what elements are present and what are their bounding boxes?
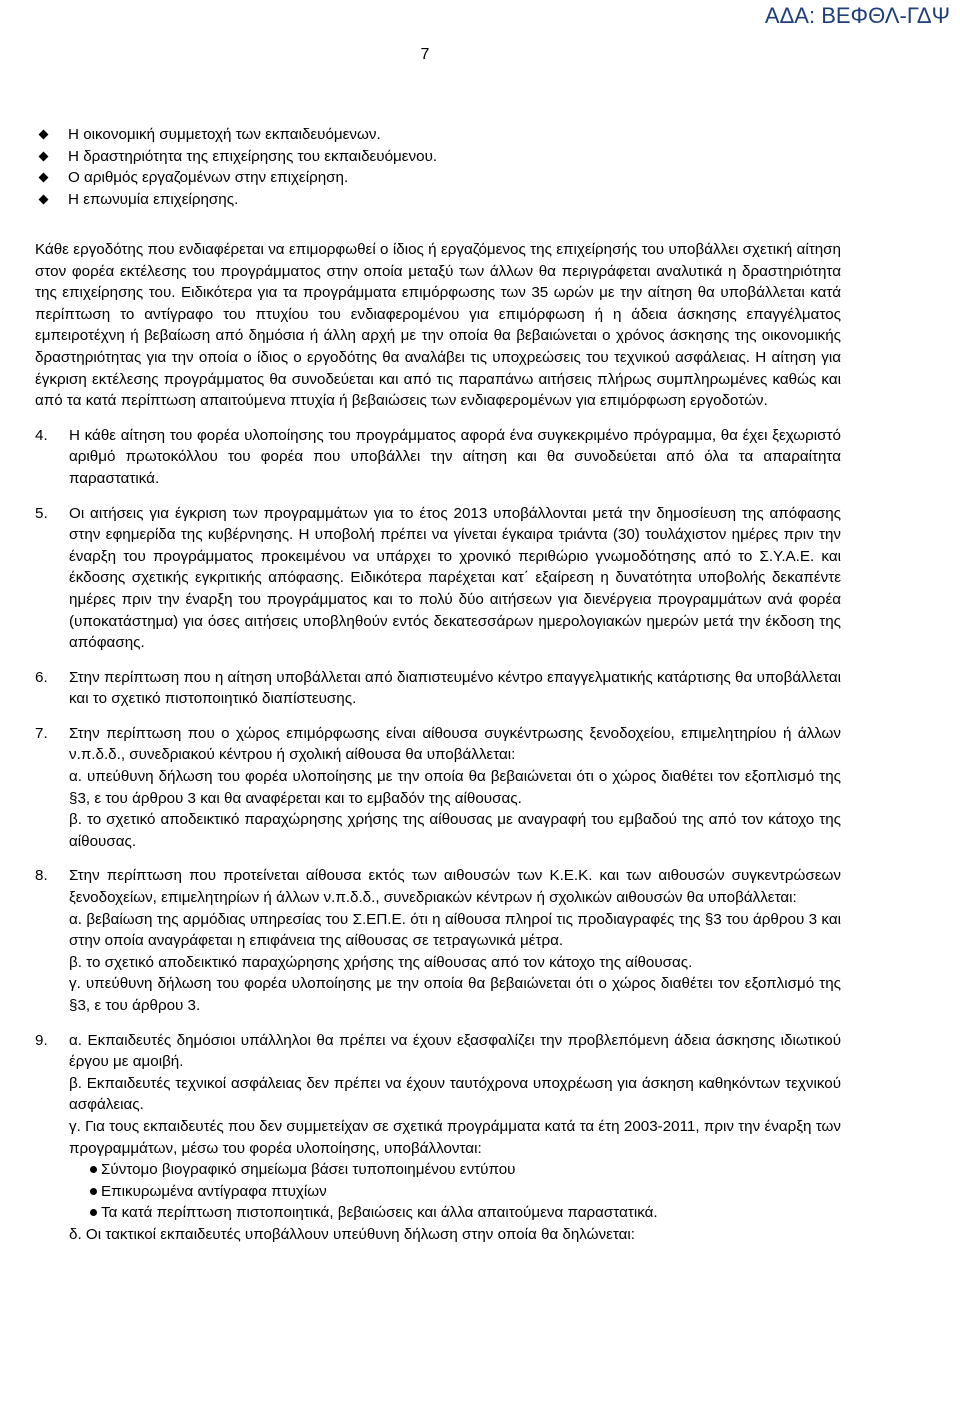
sub-item-a: α. βεβαίωση της αρμόδιας υπηρεσίας του Σ.ΕΠ.Ε. ότι η αίθουσα πληροί τις προδιαγραφές της §3 του άρθρου 3 και στην οποία αναγράφεται η επιφάνεια της αίθουσας σε τετραγωνικά μέτρα.	[69, 910, 841, 950]
item-6	[35, 667, 841, 710]
item-number: 5.	[35, 504, 48, 522]
sub-item-c: γ. υπεύθυνη δήλωση του φορέα υλοποίησης με την οποία θα βεβαιώνεται ότι ο χώρος διαθέτει τον εξοπλισμό της §3, ε του άρθρου 3.	[69, 975, 841, 1014]
list-item	[40, 167, 860, 189]
item-8	[35, 865, 841, 1016]
sub-item-b: β. το σχετικό αποδεικτικό παραχώρησης χρήσης της αίθουσας με αναγραφή του εμβαδού της από τον κάτοχο της αίθουσας.	[69, 811, 841, 850]
document-list	[69, 1159, 841, 1224]
sub-item-b: β. το σχετικό αποδεικτικό παραχώρησης χρήσης της αίθουσας από τον κάτοχο της αίθουσας.	[69, 953, 693, 971]
item-number: 6.	[35, 668, 48, 686]
item-7	[35, 723, 841, 853]
sub-item-c: γ. Για τους εκπαιδευτές που δεν συμμετείχαν σε σχετικά προγράμματα κατά τα έτη 2003-2011, πριν την έναρξη των προγραμμάτων, μέσω του φορέα υλοποίησης, υποβάλλονται:	[69, 1117, 841, 1157]
page-number: 7	[420, 46, 430, 63]
diamond-bullet-icon	[39, 151, 49, 161]
sub-item-a: α. υπεύθυνη δήλωση του φορέα υλοποίησης με την οποία θα βεβαιώνεται ότι ο χώρος διαθέτει τον εξοπλισμό της §3, ε του άρθρου 3 και θα αναφέρεται και το εμβαδόν της αίθουσας.	[69, 768, 841, 807]
document-body	[35, 239, 841, 1246]
item-text: Στην περίπτωση που προτείνεται αίθουσα εκτός των αιθουσών των Κ.Ε.Κ. και των αιθουσών συγκεντρώσεων ξενοδοχείων, επιμελητηρίων ή άλλων ν.π.δ.δ., συνεδριακών κέντρων ή σχολικών αιθουσών θα υποβάλλεται:	[69, 867, 841, 907]
item-number: 8.	[35, 867, 48, 885]
item-5	[35, 503, 841, 654]
sub-item-b: β. Εκπαιδευτές τεχνικοί ασφάλειας δεν πρέπει να έχουν ταυτόχρονα υποχρέωση για άσκηση καθηκόντων τεχνικού ασφάλειας.	[69, 1074, 841, 1114]
item-text: Οι αιτήσεις για έγκριση των προγραμμάτων για το έτος 2013 υποβάλλονται μετά την δημοσίευση της απόφασης στην εφημερίδα της κυβέρνησης. Η υποβολή πρέπει να γίνεται έγκαιρα τριάντα (30) τουλάχιστον ημέρες πριν την έναρξη του προγράμματος προκειμένου να υπάρχει το χρονικό περιθώριο γνωμοδότησης από το Σ.Υ.Α.Ε. και έκδοσης σχετικής εγκριτικής απόφασης. Ειδικότερα παρέχεται κατ΄ εξαίρεση η δυνατότητα υποβολής δεκαπέντε ημέρες πριν την έναρξη του προγράμματος και το πολύ δύο αιτήσεων για διενέργεια προγραμμάτων ανά φορέα (υποκατάστημα) για όσες αιτήσεις υποβληθούν εντός δεκατεσσάρων ημερολογιακών ημερών μετά την έκδοση της απόφασης.	[69, 504, 841, 652]
list-item	[40, 124, 860, 146]
item-text: Η κάθε αίτηση του φορέα υλοποίησης του προγράμματος αφορά ένα συγκεκριμένο πρόγραμμα, θα έχει ξεχωριστό αριθμό πρωτοκόλλου του φορέα που υποβάλλει την αίτηση και θα συνοδεύεται από όλα τα απαραίτητα παραστατικά.	[69, 426, 841, 487]
list-item	[40, 146, 860, 168]
list-item-text: Ο αριθμός εργαζομένων στην επιχείρηση.	[68, 169, 349, 187]
item-number: 7.	[35, 724, 48, 742]
employer-paragraph: Κάθε εργοδότης που ενδιαφέρεται να επιμορφωθεί ο ίδιος ή εργαζόμενος της επιχείρησής του υποβάλλει σχετική αίτηση στον φορέα εκτέλεσης του προγράμματος στην οποία μεταξύ των άλλων θα περιγράφεται αναλυτικά η δραστηριότητα της επιχείρησης του. Ειδικότερα για τα προγράμματα επιμόρφωσης των 35 ωρών με την αίτηση θα υποβάλλεται κατά περίπτωση το αντίγραφο του πτυχίου του ενδιαφερομένου για επιμόρφωση ή η άδεια άσκησης επαγγέλματος εμπειροτέχνη ή βεβαίωση από δημόσια ή άλλη αρχή με την οποία θα βεβαιώνεται ο χρόνος άσκησης της οικονομικής δραστηριότητας για την οποία ο ίδιος ο εργοδότης θα αναλάβει τις υποχρεώσεις του τεχνικού ασφάλειας. Η αίτηση για έγκριση εκτέλεσης προγράμματος θα συνοδεύεται και από τις παραπάνω αιτήσεις πλήρως συμπληρωμένες καθώς και από τα κατά περίπτωση απαιτούμενα πτυχία ή βεβαιώσεις των ενδιαφερομένων για επιμόρφωση εργοδοτών.	[35, 241, 841, 410]
item-9	[35, 1030, 841, 1246]
diamond-bullet-icon	[39, 130, 49, 140]
item-text: Στην περίπτωση που η αίτηση υποβάλλεται από διαπιστευμένο κέντρο επαγγελματικής κατάρτισης θα υποβάλλεται και το σχετικό πιστοποιητικό διαπίστευσης.	[69, 668, 841, 708]
list-item: Τα κατά περίπτωση πιστοποιητικά, βεβαιώσεις και άλλα απαιτούμενα παραστατικά.	[69, 1202, 841, 1224]
list-item-text: Η επωνυμία επιχείρησης.	[68, 190, 239, 208]
item-number: 4.	[35, 426, 48, 444]
list-item	[40, 189, 860, 211]
item-number: 9.	[35, 1031, 48, 1049]
bullet-list	[40, 124, 860, 210]
ada-code: ΑΔΑ: ΒΕΦΘΛ-ΓΔΨ	[764, 3, 950, 28]
list-item-text: Η δραστηριότητα της επιχείρησης του εκπαιδευόμενου.	[68, 147, 438, 165]
diamond-bullet-icon	[39, 173, 49, 183]
item-text: Στην περίπτωση που ο χώρος επιμόρφωσης είναι αίθουσα συγκέντρωσης ξενοδοχείου, επιμελητηρίου ή άλλων ν.π.δ.δ., συνεδριακού κέντρου ή σχολική αίθουσα θα υποβάλλεται:	[69, 724, 841, 764]
item-4	[35, 425, 841, 490]
sub-item-d: δ. Οι τακτικοί εκπαιδευτές υποβάλλουν υπεύθυνη δήλωση στην οποία θα δηλώνεται:	[69, 1225, 636, 1243]
list-item: Σύντομο βιογραφικό σημείωμα βάσει τυποποιημένου εντύπου	[69, 1159, 841, 1181]
diamond-bullet-icon	[39, 194, 49, 204]
list-item: Επικυρωμένα αντίγραφα πτυχίων	[69, 1181, 841, 1203]
sub-item-a: α. Εκπαιδευτές δημόσιοι υπάλληλοι θα πρέπει να έχουν εξασφαλίζει την προβλεπόμενη άδεια άσκησης ιδιωτικού έργου με αμοιβή.	[69, 1031, 841, 1071]
list-item-text: Η οικονομική συμμετοχή των εκπαιδευόμενων.	[68, 126, 381, 143]
